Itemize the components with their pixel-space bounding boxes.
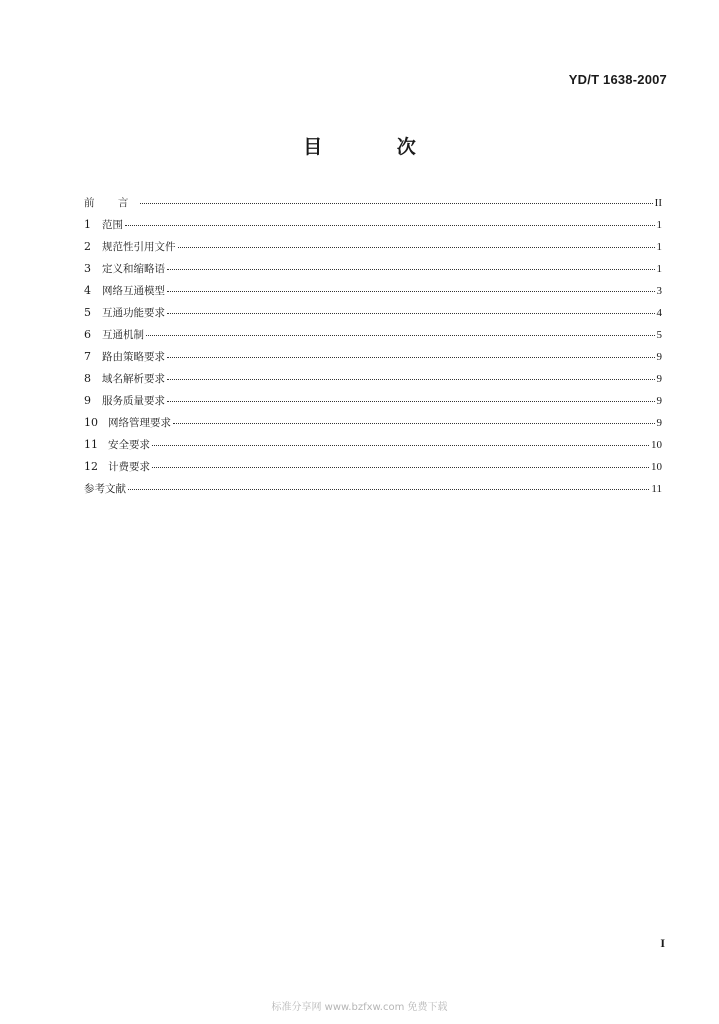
toc-leader-dots bbox=[146, 334, 655, 336]
toc-leader-dots bbox=[167, 356, 655, 358]
toc-entry-label: 参考文献 bbox=[84, 483, 126, 495]
toc-leader-dots bbox=[128, 488, 649, 490]
toc-entry-page: 1 bbox=[656, 241, 662, 253]
toc-entry-label: 互通功能要求 bbox=[102, 307, 165, 319]
toc-entry-page: 4 bbox=[656, 307, 662, 319]
toc-entry-page: 9 bbox=[656, 395, 662, 407]
toc-leader-dots bbox=[167, 378, 655, 380]
toc-entry-number: 10 bbox=[84, 416, 98, 429]
toc-entry-label: 路由策略要求 bbox=[102, 351, 165, 363]
toc-leader-dots bbox=[173, 422, 655, 424]
toc-entry-page: II bbox=[654, 197, 662, 209]
toc-entry-number: 4 bbox=[84, 284, 91, 297]
toc-leader-dots bbox=[178, 246, 655, 248]
toc-entry-3[interactable] bbox=[84, 258, 662, 280]
toc-entry-page: 3 bbox=[656, 285, 662, 297]
toc-entry-12[interactable] bbox=[84, 456, 662, 478]
toc-entry-number: 1 bbox=[84, 218, 91, 231]
toc-entry-1[interactable] bbox=[84, 214, 662, 236]
toc-entry-11[interactable] bbox=[84, 434, 662, 456]
toc-entry-page: 1 bbox=[656, 263, 662, 275]
toc-entry-page: 9 bbox=[656, 417, 662, 429]
toc-entry-7[interactable] bbox=[84, 346, 662, 368]
toc-entry-9[interactable] bbox=[84, 390, 662, 412]
watermark: 标准分享网 www.bzfxw.com 免费下载 bbox=[271, 1002, 448, 1013]
toc-entry-label: 安全要求 bbox=[108, 439, 150, 451]
toc-entry-number: 9 bbox=[84, 394, 91, 407]
toc-entry-number: 11 bbox=[84, 438, 98, 451]
toc-entry-number: 12 bbox=[84, 460, 98, 473]
toc-entry-6[interactable] bbox=[84, 324, 662, 346]
page-title: 目 次 bbox=[303, 136, 450, 158]
toc-entry-page: 9 bbox=[656, 351, 662, 363]
toc-entry-10[interactable] bbox=[84, 412, 662, 434]
toc-entry-4[interactable] bbox=[84, 280, 662, 302]
toc-leader-dots bbox=[167, 290, 655, 292]
toc-entry-label: 计费要求 bbox=[108, 461, 150, 473]
toc-entry-label: 前 言 bbox=[84, 197, 139, 209]
toc-entry-page: 10 bbox=[651, 439, 662, 451]
toc-entry-number: 6 bbox=[84, 328, 91, 341]
toc-leader-dots bbox=[167, 312, 655, 314]
toc-leader-dots bbox=[152, 466, 649, 468]
toc-entry-label: 网络管理要求 bbox=[108, 417, 171, 429]
toc-entry-page: 5 bbox=[656, 329, 662, 341]
toc-entry-label: 网络互通模型 bbox=[102, 285, 165, 297]
toc-entry-number: 5 bbox=[84, 306, 91, 319]
toc-entry-page: 1 bbox=[656, 219, 662, 231]
toc-entry-number: 8 bbox=[84, 372, 91, 385]
toc-entry-label: 定义和缩略语 bbox=[102, 263, 165, 275]
toc-entry-number: 3 bbox=[84, 262, 91, 275]
toc-leader-dots bbox=[167, 400, 655, 402]
toc-entry-foreword[interactable] bbox=[84, 192, 662, 214]
toc-entry-8[interactable] bbox=[84, 368, 662, 390]
toc-entry-label: 服务质量要求 bbox=[102, 395, 165, 407]
toc-entry-number: 2 bbox=[84, 240, 91, 253]
toc-leader-dots bbox=[140, 202, 652, 204]
toc-leader-dots bbox=[125, 224, 655, 226]
page-number: I bbox=[660, 936, 665, 950]
toc-entry-2[interactable] bbox=[84, 236, 662, 258]
toc-entry-number: 7 bbox=[84, 350, 91, 363]
toc-entry-label: 互通机制 bbox=[102, 329, 144, 341]
standard-number: YD/T 1638-2007 bbox=[568, 72, 667, 87]
toc-entry-page: 11 bbox=[651, 483, 662, 495]
toc-entry-page: 10 bbox=[651, 461, 662, 473]
toc-leader-dots bbox=[167, 268, 655, 270]
toc-entry-references[interactable] bbox=[84, 478, 662, 500]
table-of-contents bbox=[84, 192, 662, 500]
toc-entry-page: 9 bbox=[656, 373, 662, 385]
toc-entry-label: 规范性引用文件 bbox=[102, 241, 176, 253]
toc-entry-label: 范围 bbox=[102, 219, 123, 231]
toc-entry-label: 域名解析要求 bbox=[102, 373, 165, 385]
toc-leader-dots bbox=[152, 444, 649, 446]
toc-entry-5[interactable] bbox=[84, 302, 662, 324]
